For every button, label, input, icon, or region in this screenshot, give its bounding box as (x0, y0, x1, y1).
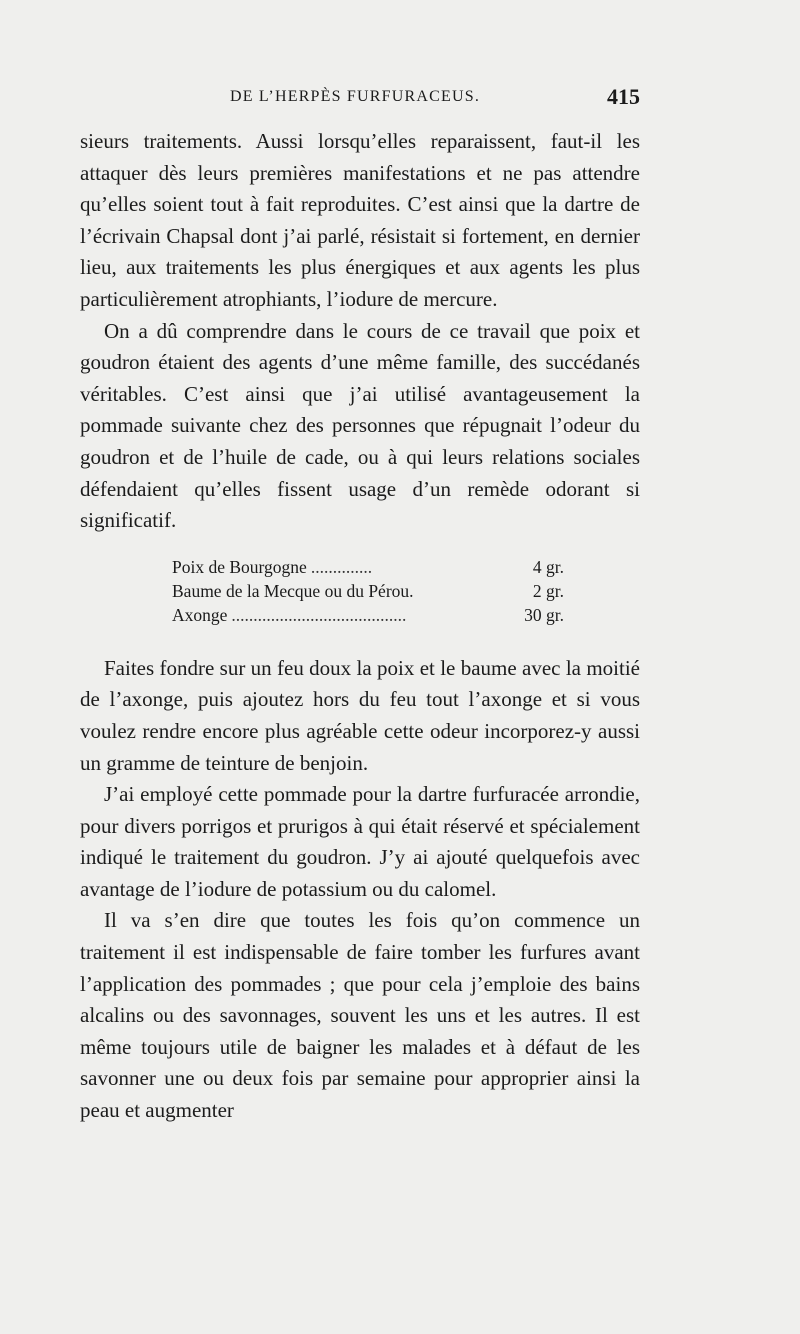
recipe-item (172, 579, 564, 603)
paragraph: J’ai employé cette pommade pour la dartre furfuracée arrondie, pour divers porrigos et prurigos à qui était réservé et spécialement indiqué le traitement du goudron. J’y ai ajouté quelquefois avec avantage de l’iodure de potassium ou du calomel. (80, 782, 640, 901)
ingredient-name: Baume de la Mecque ou du Pérou. (172, 580, 414, 601)
ingredient-quantity: 2 gr. (532, 580, 564, 601)
page-number: 415 (607, 84, 640, 109)
running-title: DE L’HERPÈS FURFURACEUS. (230, 88, 481, 105)
ingredient-name: Axonge (172, 604, 228, 625)
dot-leader: .............. (310, 556, 373, 577)
ingredient-quantity: 4 gr. (532, 556, 564, 577)
ingredient-quantity: 30 gr. (524, 604, 564, 625)
recipe-item (172, 555, 564, 579)
running-head (80, 84, 640, 118)
recipe-list (172, 555, 564, 627)
dot-leader: ........................................ (231, 604, 407, 625)
paragraph: Faites fondre sur un feu doux la poix et le baume avec la moitié de l’axonge, puis ajoutez hors du feu tout l’axonge et si vous voulez rendre encore plus agréable cette odeur incorporez-y aussi un gramme de teinture de benjoin. (80, 655, 640, 775)
paragraph: sieurs traitements. Aussi lorsqu’elles reparaissent, faut-il les attaquer dès leurs premières manifestations et ne pas attendre qu’elles soient tout à fait reproduites. C’est ainsi que la dartre de l’écrivain Chapsal dont j’ai parlé, résistait si fortement, en dernier lieu, aux traitements les plus énergiques et aux agents les plus particulièrement atrophiants, l’iodure de mercure. (80, 129, 640, 311)
paragraph: On a dû comprendre dans le cours de ce travail que poix et goudron étaient des agents d’une même famille, des succédanés véritables. C’est ainsi que j’ai utilisé avantageusement la pommade suivante chez des personnes que répugnait l’odeur du goudron et de l’huile de cade, ou à qui leurs relations sociales défendaient qu’elles fissent usage d’un remède odorant si significatif. (80, 318, 640, 533)
paragraph: Il va s’en dire que toutes les fois qu’on commence un traitement il est indispensable de faire tomber les furfures avant l’application des pommades ; que pour cela j’emploie des bains alcalins ou des savonnages, souvent les uns et les autres. Il est même toujours utile de baigner les malades et à défaut de les savonner une ou deux fois par semaine pour approprier ainsi la peau et augmenter (80, 908, 640, 1123)
body-text (80, 126, 640, 1127)
recipe-item (172, 603, 564, 627)
ingredient-name: Poix de Bourgogne (172, 556, 307, 577)
